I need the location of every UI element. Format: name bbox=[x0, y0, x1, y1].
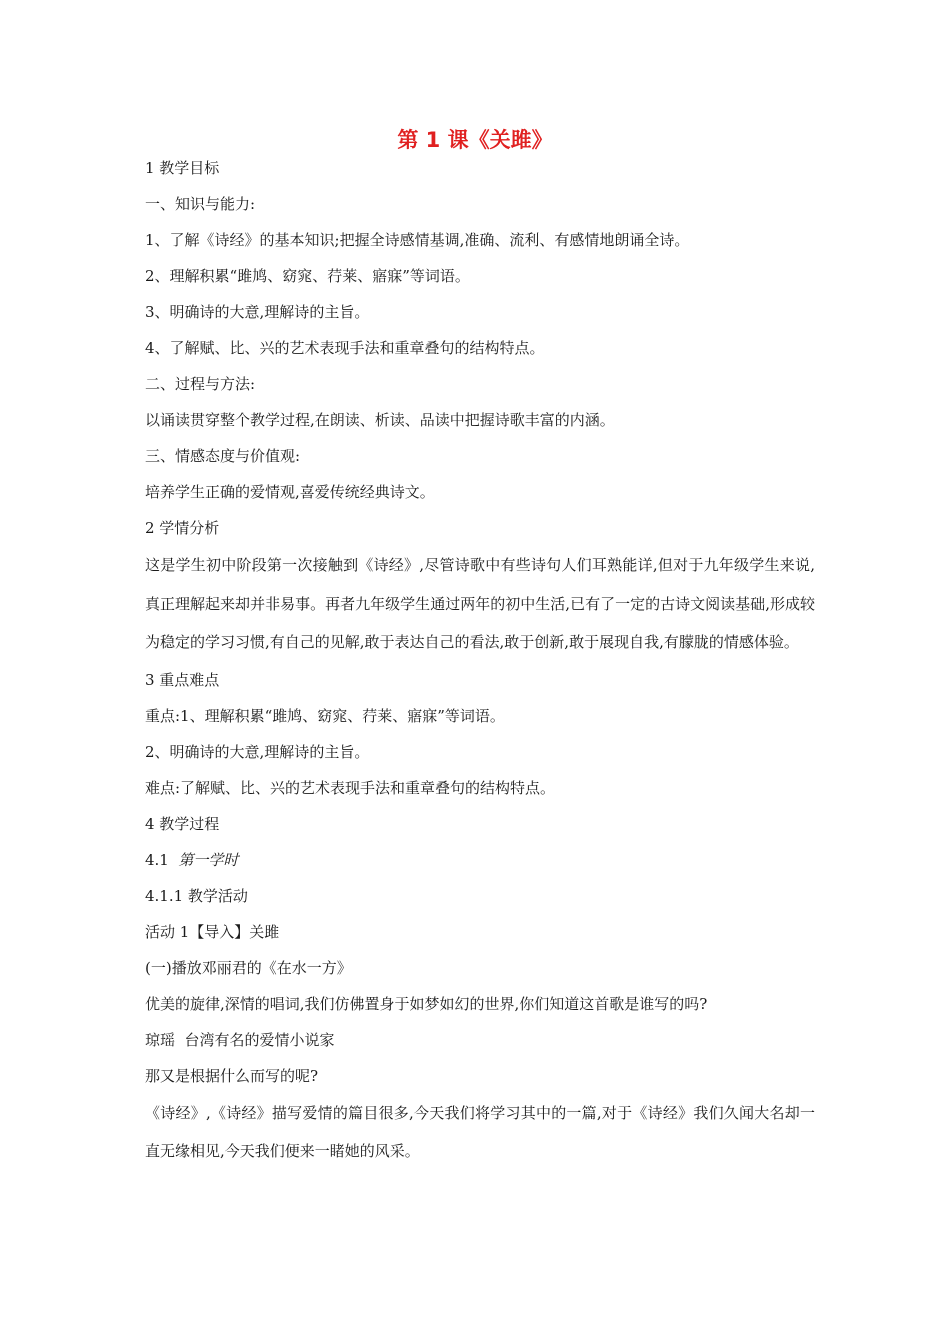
subheading-knowledge: 一、知识与能力: bbox=[145, 195, 256, 213]
subheading-process: 二、过程与方法: bbox=[145, 375, 256, 393]
answer-1: 琼瑶 台湾有名的爱情小说家 bbox=[145, 1030, 335, 1049]
objective-item: 4、了解赋、比、兴的艺术表现手法和重章叠句的结构特点。 bbox=[145, 339, 545, 357]
subheading-attitude: 三、情感态度与价值观: bbox=[145, 447, 301, 465]
lesson-title: 第 1 课《关雎》 bbox=[397, 128, 553, 152]
step-1: (一)播放邓丽君的《在水一方》 bbox=[145, 958, 352, 977]
activity-1-title: 活动 1【导入】关雎 bbox=[145, 922, 280, 941]
answer-2-paragraph: 《诗经》,《诗经》描写爱情的篇目很多,今天我们将学习其中的一篇,对于《诗经》我们久闻大名却一直无缘相见,今天我们便来一睹她的风采。 bbox=[145, 1103, 815, 1160]
objective-item: 3、明确诗的大意,理解诗的主旨。 bbox=[145, 303, 370, 321]
process-text: 以诵读贯穿整个教学过程,在朗读、析读、品读中把握诗歌丰富的内涵。 bbox=[145, 411, 615, 429]
section-heading-key-points: 3 重点难点 bbox=[145, 670, 220, 689]
section-heading-analysis: 2 学情分析 bbox=[145, 519, 220, 537]
key-point-1: 重点:1、理解积累“雎鸠、窈窕、荇莱、寤寐”等词语。 bbox=[145, 706, 505, 725]
difficult-point: 难点:了解赋、比、兴的艺术表现手法和重章叠句的结构特点。 bbox=[145, 778, 556, 797]
section-heading-objectives: 1 教学目标 bbox=[145, 159, 220, 177]
attitude-text: 培养学生正确的爱情观,喜爱传统经典诗文。 bbox=[145, 483, 435, 501]
objective-item: 2、理解积累“雎鸠、窈窕、荇莱、寤寐”等词语。 bbox=[145, 267, 470, 285]
activity-heading: 4.1.1 教学活动 bbox=[145, 886, 248, 905]
key-point-2: 2、明确诗的大意,理解诗的主旨。 bbox=[145, 742, 370, 761]
subsection-first-period bbox=[145, 842, 815, 878]
subsection-title: 第一学时 bbox=[178, 850, 239, 869]
question-1: 优美的旋律,深情的唱词,我们仿佛置身于如梦如幻的世界,你们知道这首歌是谁写的吗? bbox=[145, 994, 708, 1013]
subsection-number: 4.1 bbox=[145, 850, 169, 869]
question-2: 那又是根据什么而写的呢? bbox=[145, 1066, 319, 1085]
analysis-paragraph: 这是学生初中阶段第一次接触到《诗经》,尽管诗歌中有些诗句人们耳熟能详,但对于九年级学生来说,真正理解起来却并非易事。再者九年级学生通过两年的初中生活,已有了一定的古诗文阅读基础,形成较为稳定的学习习惯,有自己的见解,敢于表达自己的看法,敢于创新,敢于展现自我,有朦胧的情感体验。 bbox=[145, 556, 815, 651]
objective-item: 1、了解《诗经》的基本知识;把握全诗感情基调,准确、流利、有感情地朗诵全诗。 bbox=[145, 231, 690, 249]
document-body bbox=[145, 150, 815, 1171]
section-heading-process: 4 教学过程 bbox=[145, 814, 220, 833]
